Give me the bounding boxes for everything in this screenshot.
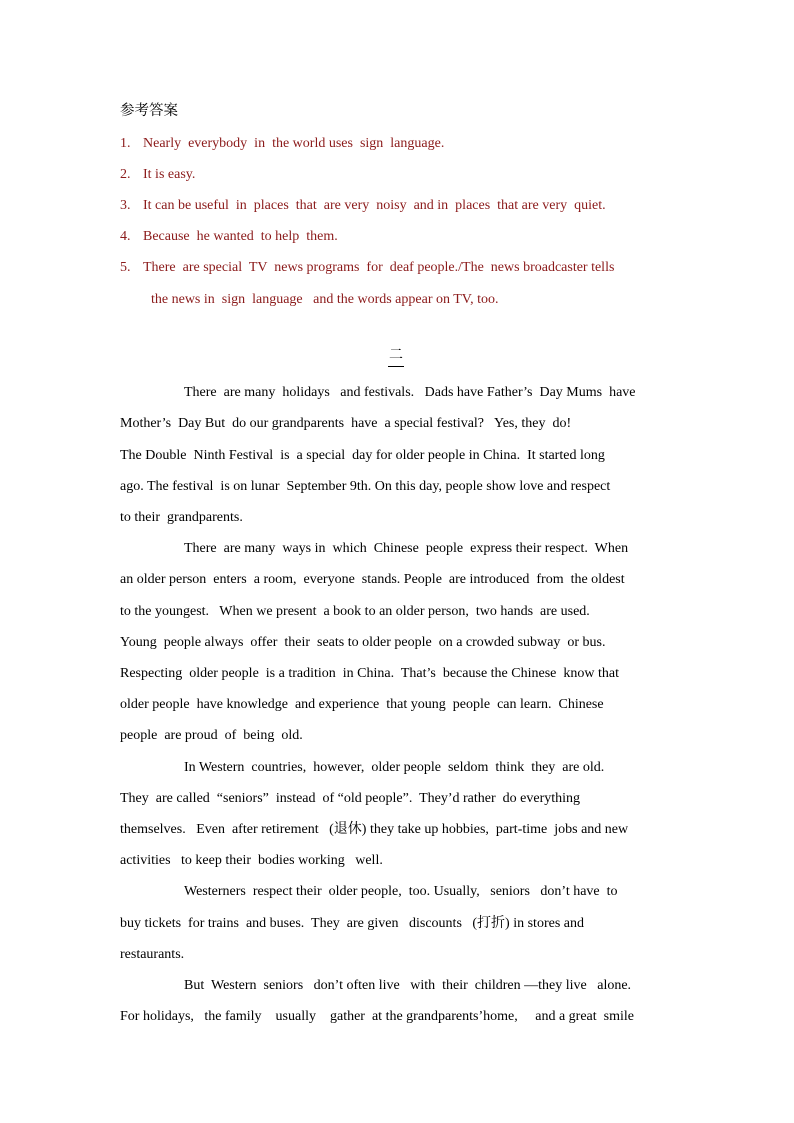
passage-line: There are many holidays and festivals. Dads have Father’s Day Mums have	[184, 385, 636, 400]
answer-text: the news in sign language and the words appear on TV, too.	[151, 292, 499, 307]
answer-text: There are special TV news programs for deaf people./The news broadcaster tells	[143, 260, 615, 275]
answer-item-4	[120, 228, 338, 246]
passage-line: activities to keep their bodies working well.	[120, 853, 383, 868]
answer-number: 4.	[120, 229, 131, 244]
answer-text: It is easy.	[143, 167, 196, 182]
passage-line: people are proud of being old.	[120, 728, 303, 743]
answer-item-5	[120, 259, 614, 277]
answer-text: It can be useful in places that are very noisy and in places that are very quiet.	[143, 198, 606, 213]
answer-item-5-continued	[151, 291, 498, 309]
section-number: 二	[389, 347, 403, 363]
passage-line: Young people always offer their seats to older people on a crowded subway or bus.	[120, 635, 606, 650]
answer-number: 3.	[120, 198, 131, 213]
passage-line: to their grandparents.	[120, 510, 243, 525]
answer-text: Nearly everybody in the world uses sign language.	[143, 136, 445, 151]
answer-key-heading: 参考答案	[120, 103, 178, 119]
answer-item-3	[120, 197, 606, 215]
section-number-underline	[388, 366, 404, 367]
passage-line: themselves. Even after retirement (退休) they take up hobbies, part-time jobs and new	[120, 822, 629, 837]
passage-line: For holidays, the family usually gather at the grandparents’home, and a great smile	[120, 1009, 634, 1024]
passage-line: an older person enters a room, everyone stands. People are introduced from the oldest	[120, 572, 625, 587]
passage-line: There are many ways in which Chinese people express their respect. When	[184, 541, 629, 556]
passage-line: to the youngest. When we present a book to an older person, two hands are used.	[120, 604, 590, 619]
passage-line: Respecting older people is a tradition in China. That’s because the Chinese know that	[120, 666, 619, 681]
answer-number: 5.	[120, 260, 131, 275]
answer-number: 1.	[120, 136, 131, 151]
passage-line: Westerners respect their older people, too. Usually, seniors don’t have to	[184, 884, 618, 899]
answer-text: Because he wanted to help them.	[143, 229, 338, 244]
answer-number: 2.	[120, 167, 131, 182]
passage-line: ago. The festival is on lunar September 9th. On this day, people show love and respect	[120, 479, 611, 494]
passage-line: In Western countries, however, older people seldom think they are old.	[184, 760, 605, 775]
passage-line: The Double Ninth Festival is a special day for older people in China. It started long	[120, 448, 605, 463]
passage-line: Mother’s Day But do our grandparents have a special festival? Yes, they do!	[120, 416, 572, 431]
passage-line: older people have knowledge and experience that young people can learn. Chinese	[120, 697, 604, 712]
section-number-mark	[387, 345, 405, 369]
passage-line: restaurants.	[120, 947, 185, 962]
passage-line: They are called “seniors” instead of “old people”. They’d rather do everything	[120, 791, 581, 806]
answer-item-1	[120, 135, 444, 153]
answer-item-2	[120, 166, 195, 184]
passage-line: buy tickets for trains and buses. They are given discounts (打折) in stores and	[120, 916, 584, 931]
passage-line: But Western seniors don’t often live with their children —they live alone.	[184, 978, 632, 993]
